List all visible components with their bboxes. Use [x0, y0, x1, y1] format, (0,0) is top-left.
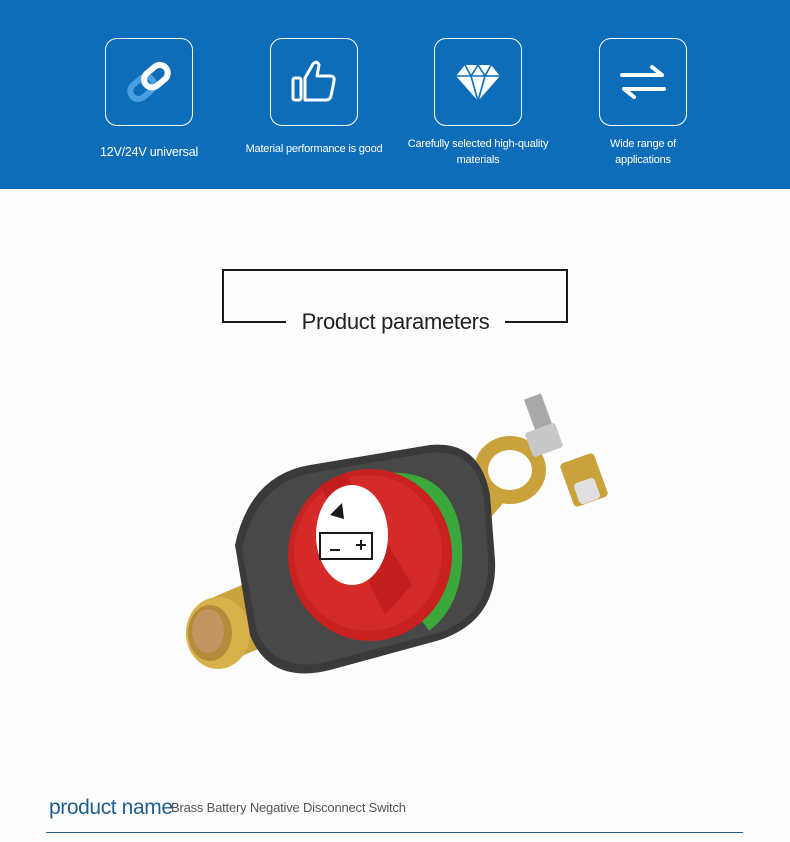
- feature-icon-box: [270, 38, 358, 126]
- feature-banner: [0, 0, 790, 189]
- feature-caption: [403, 136, 553, 168]
- thumbs-up-icon: [288, 56, 340, 108]
- caption-line: applications: [615, 154, 671, 166]
- caption-line: Carefully selected high-quality: [407, 138, 549, 150]
- feature-caption: Material performance is good: [245, 143, 383, 155]
- section-title: Product parameters: [286, 293, 505, 349]
- feature-applications: [568, 38, 718, 168]
- spec-row-product-name: [46, 790, 743, 833]
- caption-line: materials: [456, 154, 500, 166]
- feature-universal: [74, 38, 224, 160]
- feature-quality: [403, 38, 553, 168]
- spec-value: Brass Battery Negative Disconnect Switch: [171, 800, 406, 815]
- feature-icon-box: [599, 38, 687, 126]
- feature-icon-box: [434, 38, 522, 126]
- feature-caption: [568, 136, 718, 168]
- feature-icon-box: [105, 38, 193, 126]
- spec-label: product name: [49, 796, 173, 819]
- diamond-icon: [453, 57, 503, 107]
- feature-caption: 12V/24V universal: [99, 145, 199, 159]
- link-icon: [121, 54, 177, 110]
- product-image: [180, 385, 620, 685]
- swap-arrows-icon: [616, 55, 670, 109]
- feature-material: [239, 38, 389, 157]
- caption-line: Wide range of: [610, 138, 676, 150]
